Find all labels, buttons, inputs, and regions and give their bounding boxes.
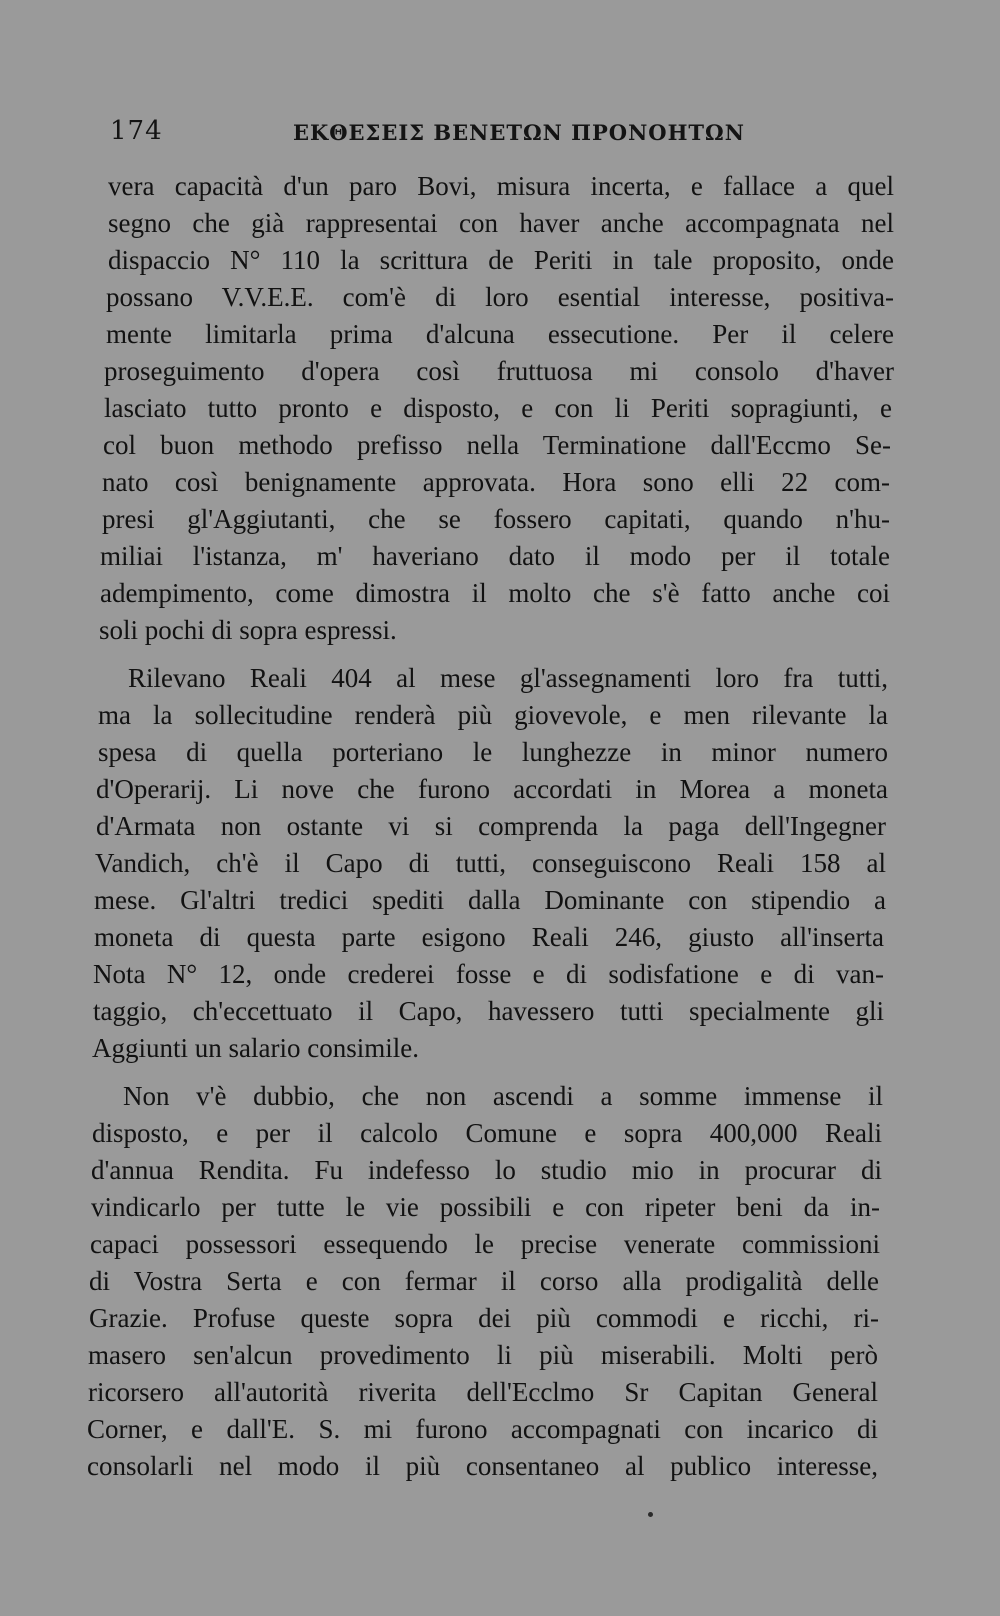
text-line: disposto, e per il calcolo Comune e sopra 400,000 Reali (92, 1118, 882, 1148)
text-line: Nota N° 12, onde crederei fosse e di sodisfatione e di van- (93, 959, 884, 989)
text-line: Corner, e dall'E. S. mi furono accompagnati con incarico di (87, 1414, 878, 1444)
text-line: Grazie. Profuse queste sopra dei più commodi e ricchi, ri- (89, 1303, 879, 1333)
page-number: 174 (110, 116, 163, 146)
text-line: d'annua Rendita. Fu indefesso lo studio mio in procurar di (91, 1155, 882, 1185)
text-line: mese. Gl'altri tredici spediti dalla Dominante con stipendio a (94, 885, 886, 915)
text-line: Rilevano Reali 404 al mese gl'assegnamenti loro fra tutti, (128, 663, 888, 693)
text-line: col buon methodo prefisso nella Terminatione dall'Eccmo Se- (103, 430, 891, 460)
text-line: dispaccio N° 110 la scrittura de Periti in tale proposito, onde (108, 245, 894, 275)
running-head: ΕΚΘΕΣΕΙΣ ΒΕΝΕΤΩΝ ΠΡΟΝΟΗΤΩΝ (293, 120, 745, 145)
text-line: adempimento, come dimostra il molto che s'è fatto anche coi (100, 578, 890, 608)
text-line: taggio, ch'eccettuato il Capo, havessero tutti specialmente gli (93, 996, 884, 1026)
text-line: presi gl'Aggiutanti, che se fossero capitati, quando n'hu- (102, 504, 890, 534)
text-line: mente limitarla prima d'alcuna essecutione. Per il celere (106, 319, 894, 349)
text-line: miliai l'istanza, m' haveriano dato il modo per il totale (100, 541, 890, 571)
text-line: soli pochi di sopra espressi. (99, 615, 397, 645)
text-line: capaci possessori essequendo le precise venerate commissioni (90, 1229, 880, 1259)
text-line: vindicarlo per tutte le vie possibili e con ripeter beni da in- (91, 1192, 880, 1222)
text-line: spesa di quella porteriano le lunghezze in minor numero (98, 737, 888, 767)
stray-mark (648, 1512, 653, 1517)
text-line: Non v'è dubbio, che non ascendi a somme immense il (123, 1081, 883, 1111)
text-line: ma la sollecitudine renderà più giovevole, e men rilevante la (98, 700, 888, 730)
text-line: ricorsero all'autorità riverita dell'Ecclmo Sr Capitan General (88, 1377, 878, 1407)
text-line: nato così benignamente approvata. Hora sono elli 22 com- (102, 467, 890, 497)
text-line: Aggiunti un salario consimile. (92, 1033, 419, 1063)
text-line: vera capacità d'un paro Bovi, misura incerta, e fallace a quel (108, 171, 894, 201)
text-line: moneta di questa parte esigono Reali 246, giusto all'inserta (94, 922, 884, 952)
text-line: possano V.V.E.E. com'è di loro esential interesse, positiva- (106, 282, 894, 312)
text-line: d'Armata non ostante vi si comprenda la paga dell'Ingegner (96, 811, 886, 841)
text-line: consolarli nel modo il più consentaneo al publico interesse, (87, 1451, 878, 1481)
text-line: masero sen'alcun provedimento li più miserabili. Molti però (88, 1340, 878, 1370)
text-line: segno che già rappresentai con haver anche accompagnata nel (108, 208, 894, 238)
text-line: di Vostra Serta e con fermar il corso alla prodigalità delle (89, 1266, 879, 1296)
text-line: proseguimento d'opera così fruttuosa mi consolo d'haver (104, 356, 894, 386)
text-line: Vandich, ch'è il Capo di tutti, conseguiscono Reali 158 al (95, 848, 886, 878)
text-line: d'Operarij. Li nove che furono accordati in Morea a moneta (96, 774, 888, 804)
text-line: lasciato tutto pronto e disposto, e con li Periti sopragiunti, e (104, 393, 892, 423)
